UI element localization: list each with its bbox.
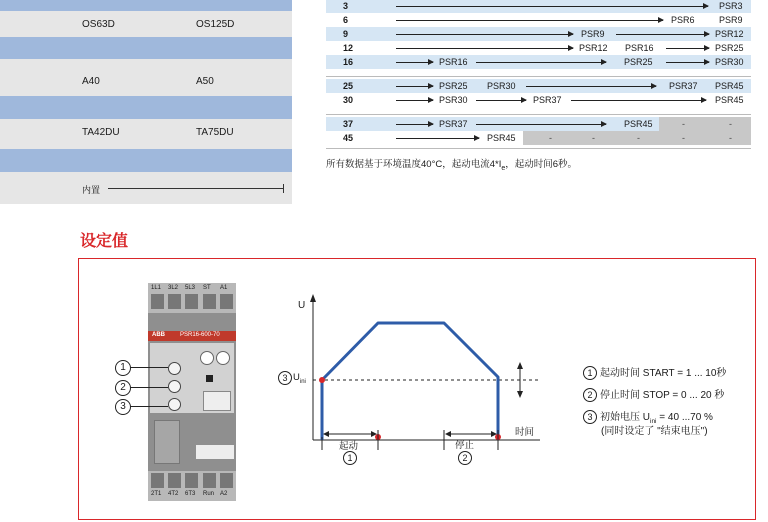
model-label: PSR12 xyxy=(579,43,608,53)
terminal-label: Run xyxy=(203,491,215,497)
stop-interval-arrow-left xyxy=(445,431,451,437)
row-current: 30 xyxy=(343,95,354,105)
terminal-label: 2T1 xyxy=(151,491,162,497)
terminal-screw xyxy=(185,473,198,488)
divider xyxy=(326,148,751,149)
arrow xyxy=(396,138,479,139)
builtin-line xyxy=(108,188,284,189)
unavailable-block xyxy=(659,117,751,131)
table-cell: A50 xyxy=(196,76,214,87)
table-row xyxy=(0,11,292,37)
voltage-ramp-graph xyxy=(270,290,550,470)
arrow xyxy=(396,124,433,125)
row-current: 37 xyxy=(343,119,354,129)
callout-line xyxy=(130,367,168,368)
top-terminal-strip xyxy=(148,283,236,313)
dash-cell: - xyxy=(637,133,640,143)
x-axis-label: 时间 xyxy=(515,427,535,438)
terminal-label: 1L1 xyxy=(151,285,162,291)
section-title: 设定值 xyxy=(80,233,129,250)
model-label: PSR6 xyxy=(671,15,695,25)
arrow xyxy=(616,34,709,35)
arrow xyxy=(396,100,433,101)
table-cell: OS63D xyxy=(82,19,115,30)
callout-line xyxy=(130,406,168,407)
table-row xyxy=(326,27,751,41)
soft-starter-device xyxy=(148,283,236,501)
terminal-label: A1 xyxy=(220,285,228,291)
marker-stop: 2 xyxy=(458,451,472,465)
model-label: PSR37 xyxy=(533,95,562,105)
table-band xyxy=(0,37,292,59)
row-current: 16 xyxy=(343,57,354,67)
model-label: PSR30 xyxy=(487,81,516,91)
terminal-screw xyxy=(220,294,233,309)
table-cell: OS125D xyxy=(196,19,235,30)
model-label: PSR25 xyxy=(624,57,653,67)
indicator xyxy=(200,351,214,365)
terminal-label: 3L2 xyxy=(168,285,179,291)
arrow xyxy=(476,124,606,125)
model-label: PSR37 xyxy=(669,81,698,91)
start-interval-arrow-left xyxy=(323,431,329,437)
adjust-arrow-up xyxy=(517,362,523,369)
table-band xyxy=(0,96,292,119)
model-label: PSR16-600-70 xyxy=(180,332,220,338)
arrow xyxy=(476,62,606,63)
terminal-label: 6T3 xyxy=(185,491,196,497)
arrow xyxy=(396,48,573,49)
arrow xyxy=(396,20,663,21)
brand-band xyxy=(148,331,236,341)
row-current: 6 xyxy=(343,15,349,25)
terminal-screw xyxy=(151,473,164,488)
terminal-label: 5L3 xyxy=(185,285,196,291)
model-label: PSR9 xyxy=(581,29,605,39)
dash-cell: - xyxy=(682,133,685,143)
arrow xyxy=(396,6,708,7)
marker-uini: 3 xyxy=(278,371,292,385)
adjust-arrow-down xyxy=(517,391,523,398)
model-label: PSR16 xyxy=(439,57,468,67)
terminal-screw xyxy=(168,294,181,309)
table-row xyxy=(326,55,751,69)
table-row xyxy=(0,59,292,96)
terminal-screw xyxy=(220,473,233,488)
model-label: PSR45 xyxy=(624,119,653,129)
table-band xyxy=(0,149,292,172)
table-row xyxy=(326,13,751,27)
model-label: PSR37 xyxy=(439,119,468,129)
dash-cell: - xyxy=(592,133,595,143)
model-label: PSR45 xyxy=(487,133,516,143)
table-cell: A40 xyxy=(82,76,100,87)
knob-initial-voltage[interactable] xyxy=(168,398,181,411)
model-label: PSR45 xyxy=(715,95,744,105)
indicator xyxy=(216,351,230,365)
legend-item-2: 2 停止时间 STOP = 0 ... 20 秒 xyxy=(583,386,724,402)
table-cell: TA75DU xyxy=(196,127,234,138)
arrow xyxy=(476,100,526,101)
dash-cell: - xyxy=(729,119,732,129)
brand-logo: ABB xyxy=(152,332,165,338)
table-cell: TA42DU xyxy=(82,127,120,138)
bottom-terminal-strip xyxy=(148,471,236,501)
terminal-screw xyxy=(203,294,216,309)
legend-item-1: 1 起动时间 START = 1 ... 10秒 xyxy=(583,364,726,380)
terminal-label: A2 xyxy=(220,491,228,497)
marker-start: 1 xyxy=(343,451,357,465)
terminal-label: 4T2 xyxy=(168,491,179,497)
model-label: PSR30 xyxy=(439,95,468,105)
table-row xyxy=(326,79,751,93)
arrow xyxy=(666,62,709,63)
table-row xyxy=(326,93,751,107)
callout-3: 3 xyxy=(115,399,131,415)
table-row xyxy=(0,172,292,204)
arrow xyxy=(396,34,573,35)
table-band xyxy=(0,0,292,11)
model-label: PSR3 xyxy=(719,1,743,11)
uini-point xyxy=(319,377,325,383)
divider xyxy=(326,114,751,115)
arrow xyxy=(571,100,706,101)
legend-item-3-note: (同时设定了 "结束电压") xyxy=(601,426,708,437)
model-label: PSR12 xyxy=(715,29,744,39)
voltage-curve xyxy=(322,323,498,440)
row-current: 3 xyxy=(343,1,349,11)
model-label: PSR45 xyxy=(715,81,744,91)
builtin-label: 内置 xyxy=(82,185,101,195)
stop-label: 停止 xyxy=(455,440,475,451)
model-label: PSR25 xyxy=(439,81,468,91)
knob-start-time[interactable] xyxy=(168,362,181,375)
table-row xyxy=(326,41,751,55)
uini-label: $U_{ini}$ xyxy=(293,372,306,385)
model-label: PSR16 xyxy=(625,43,654,53)
dash-cell: - xyxy=(682,119,685,129)
label-plate xyxy=(196,445,234,459)
terminal-screw xyxy=(185,294,198,309)
terminal-screw xyxy=(151,294,164,309)
arrow xyxy=(396,62,433,63)
row-current: 12 xyxy=(343,43,354,53)
callout-line xyxy=(130,387,168,388)
cover-plate xyxy=(154,420,180,464)
row-current: 45 xyxy=(343,133,354,143)
callout-2: 2 xyxy=(115,380,131,396)
divider xyxy=(326,76,751,77)
builtin-line-end xyxy=(283,184,284,193)
model-label: PSR30 xyxy=(715,57,744,67)
dash-cell: - xyxy=(549,133,552,143)
terminal-screw xyxy=(203,473,216,488)
terminal-label: ST xyxy=(203,285,211,291)
table-row xyxy=(326,0,751,13)
terminal-screw xyxy=(168,473,181,488)
model-label: PSR25 xyxy=(715,43,744,53)
arrow xyxy=(526,86,656,87)
arrow xyxy=(666,48,709,49)
wiring-symbol xyxy=(203,391,231,411)
row-current: 9 xyxy=(343,29,349,39)
model-label: PSR9 xyxy=(719,15,743,25)
knob-stop-time[interactable] xyxy=(168,380,181,393)
footnote: 所有数据基于环境温度40°C，起动电流$4*I_e$，起动时间6秒。 xyxy=(326,159,578,172)
table-row xyxy=(0,119,292,149)
dash-cell: - xyxy=(729,133,732,143)
start-label: 起动 xyxy=(339,441,359,452)
callout-1: 1 xyxy=(115,360,131,376)
y-axis-label: U xyxy=(298,300,306,311)
y-axis-arrow xyxy=(310,294,316,302)
legend-item-3: 3 初始电压 $U_{ini} = 40$ ...70 % xyxy=(583,408,713,425)
table-row xyxy=(326,131,751,145)
arrow xyxy=(396,86,433,87)
table-row xyxy=(326,117,751,131)
status-led xyxy=(206,375,213,382)
row-current: 25 xyxy=(343,81,354,91)
